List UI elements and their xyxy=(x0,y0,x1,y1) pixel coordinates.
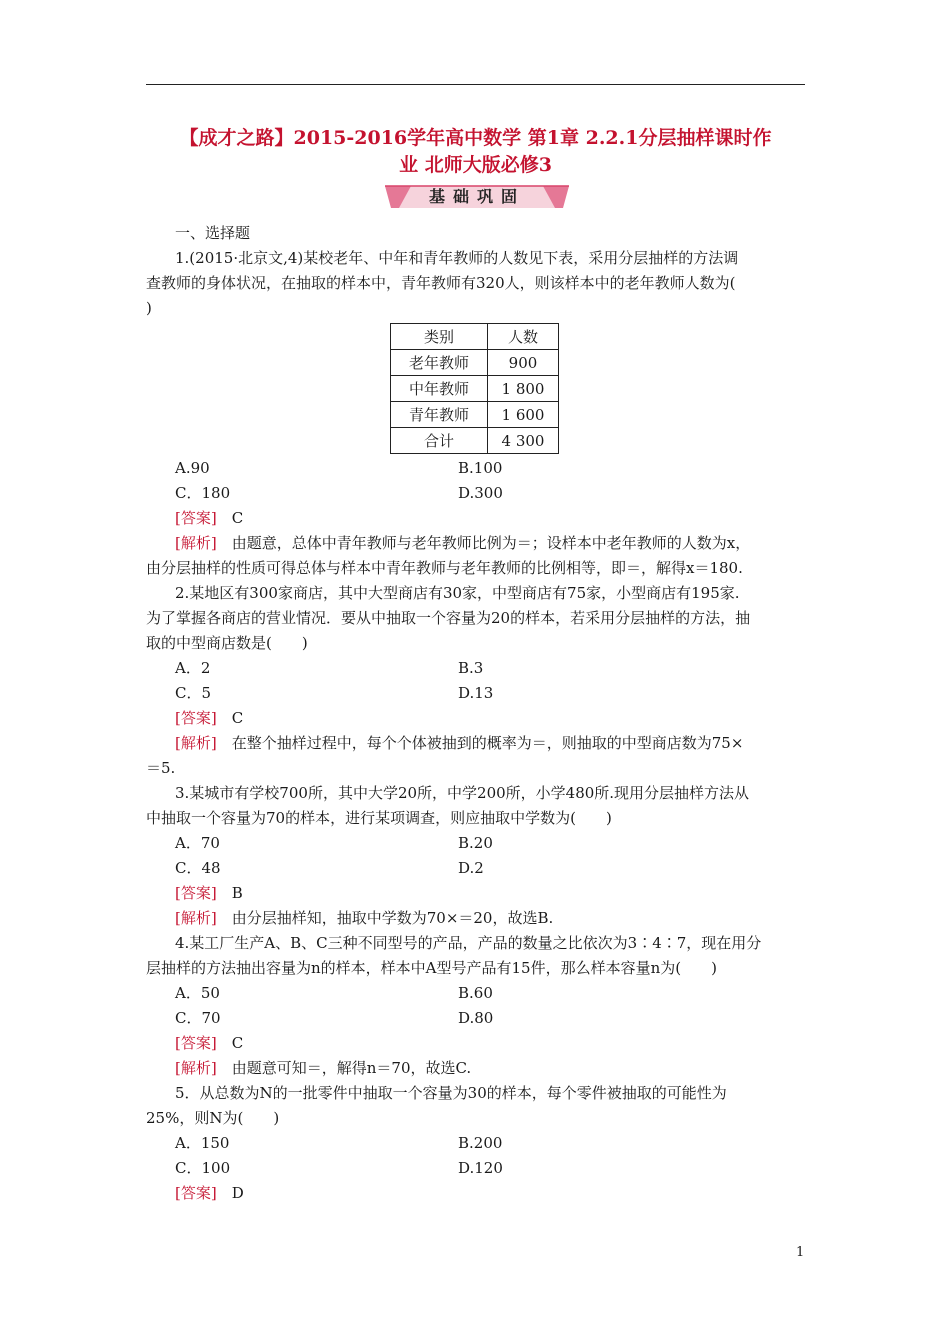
answer-value: D xyxy=(231,1184,244,1202)
section-heading: 一、选择题 xyxy=(175,224,251,242)
q4-stem-line: 4.某工厂生产A、B、C三种不同型号的产品，产品的数量之比依次为3∶4∶7，现在用分 xyxy=(175,934,762,952)
option-b: B.20 xyxy=(458,834,493,852)
title-line-2: 业 北师大版必修3 xyxy=(399,154,552,176)
option-d: D.300 xyxy=(458,484,503,502)
analysis-text: 由题意，总体中青年教师与老年教师比例为＝；设样本中老年教师的人数为x， xyxy=(231,534,751,552)
q2-options-row xyxy=(146,656,806,681)
q2-stem-line: 为了掌握各商店的营业情况．要从中抽取一个容量为20的样本，若采用分层抽样的方法，抽 xyxy=(146,609,751,627)
option-a: A．150 xyxy=(175,1134,230,1152)
option-c: C．100 xyxy=(175,1159,231,1177)
option-a: A．70 xyxy=(175,834,220,852)
analysis-text: 在整个抽样过程中，每个个体被抽到的概率为＝，则抽取的中型商店数为75× xyxy=(231,734,744,752)
option-c: C．5 xyxy=(175,684,212,702)
table-row xyxy=(391,402,559,428)
document-body xyxy=(146,221,806,1206)
analysis-tag: [解析] xyxy=(175,909,217,927)
table-header: 人数 xyxy=(488,324,559,350)
q4-answer xyxy=(146,1031,806,1056)
option-d: D.80 xyxy=(458,1009,494,1027)
answer-value: B xyxy=(231,884,243,902)
q2-stem-line: 2.某地区有300家商店，其中大型商店有30家，中型商店有75家，小型商店有195家. xyxy=(175,584,740,602)
answer-value: C xyxy=(231,1034,244,1052)
table-cell: 900 xyxy=(488,350,559,376)
title-line-1: 【成才之路】2015-2016学年高中数学 第1章 2.2.1分层抽样课时作 xyxy=(179,127,772,149)
q5-stem-line: 5．从总数为N的一批零件中抽取一个容量为30的样本，每个零件被抽取的可能性为 xyxy=(175,1084,727,1102)
answer-tag: [答案] xyxy=(175,884,217,902)
table-cell: 中年教师 xyxy=(391,376,488,402)
option-b: B.200 xyxy=(458,1134,503,1152)
q1-answer xyxy=(146,506,806,531)
table-header: 类别 xyxy=(391,324,488,350)
q2-stem-line: 取的中型商店数是( ) xyxy=(146,634,308,652)
table-row xyxy=(391,428,559,454)
option-b: B.60 xyxy=(458,984,493,1002)
q4-options-row xyxy=(146,1006,806,1031)
q5-answer xyxy=(146,1181,806,1206)
option-b: B.3 xyxy=(458,659,484,677)
q2-options-row xyxy=(146,681,806,706)
q2-analysis xyxy=(146,731,806,756)
analysis-text: 由分层抽样知，抽取中学数为70×＝20，故选B. xyxy=(231,909,554,927)
table-cell: 合计 xyxy=(391,428,488,454)
q3-analysis xyxy=(146,906,806,931)
answer-tag: [答案] xyxy=(175,509,217,527)
q1-analysis-line: 由分层抽样的性质可得总体与样本中青年教师与老年教师的比例相等，即＝，解得x＝180. xyxy=(146,559,743,577)
q5-stem-line: 25%，则N为( ) xyxy=(146,1109,280,1127)
table-header-row xyxy=(391,324,559,350)
q3-stem-line: 3.某城市有学校700所，其中大学20所，中学200所，小学480所.现用分层抽样方法从 xyxy=(175,784,750,802)
q1-table xyxy=(390,323,559,454)
analysis-text: 由题意可知＝，解得n＝70，故选C. xyxy=(231,1059,472,1077)
q1-stem-line: 查教师的身体状况，在抽取的样本中，青年教师有320人，则该样本中的老年教师人数为( xyxy=(146,274,736,292)
answer-tag: [答案] xyxy=(175,1034,217,1052)
q5-options-row xyxy=(146,1131,806,1156)
table-row xyxy=(391,376,559,402)
q3-answer xyxy=(146,881,806,906)
q5-options-row xyxy=(146,1156,806,1181)
analysis-tag: [解析] xyxy=(175,734,217,752)
q4-stem-line: 层抽样的方法抽出容量为n的样本，样本中A型号产品有15件，那么样本容量n为( ) xyxy=(146,959,717,977)
table-cell: 1 600 xyxy=(488,402,559,428)
answer-value: C xyxy=(231,509,244,527)
q3-options-row xyxy=(146,831,806,856)
option-d: D.2 xyxy=(458,859,484,877)
option-c: C．180 xyxy=(175,484,231,502)
q1-stem-line: ) xyxy=(146,299,152,317)
option-a: A.90 xyxy=(175,459,210,477)
q3-stem-line: 中抽取一个容量为70的样本，进行某项调查，则应抽取中学数为( ) xyxy=(146,809,612,827)
banner-label: 基础巩固 xyxy=(428,187,525,206)
q2-answer xyxy=(146,706,806,731)
analysis-tag: [解析] xyxy=(175,1059,217,1077)
page-number: 1 xyxy=(796,1245,805,1260)
table-row xyxy=(391,350,559,376)
option-d: D.13 xyxy=(458,684,494,702)
table-cell: 4 300 xyxy=(488,428,559,454)
q3-options-row xyxy=(146,856,806,881)
section-banner xyxy=(385,184,569,210)
option-b: B.100 xyxy=(458,459,503,477)
q4-options-row xyxy=(146,981,806,1006)
document-title xyxy=(146,125,805,179)
q1-options-row xyxy=(146,456,806,481)
option-a: A．2 xyxy=(175,659,211,677)
answer-tag: [答案] xyxy=(175,709,217,727)
q4-analysis xyxy=(146,1056,806,1081)
option-c: C．70 xyxy=(175,1009,221,1027)
q1-stem-line: 1.(2015·北京文,4)某校老年、中年和青年教师的人数见下表，采用分层抽样的方法调 xyxy=(175,249,739,267)
q1-analysis xyxy=(146,531,806,556)
header-rule xyxy=(146,84,805,85)
table-cell: 老年教师 xyxy=(391,350,488,376)
q1-options-row xyxy=(146,481,806,506)
answer-value: C xyxy=(231,709,244,727)
table-cell: 青年教师 xyxy=(391,402,488,428)
option-d: D.120 xyxy=(458,1159,503,1177)
q2-analysis-line: ＝5. xyxy=(146,759,176,777)
table-cell: 1 800 xyxy=(488,376,559,402)
option-c: C．48 xyxy=(175,859,221,877)
answer-tag: [答案] xyxy=(175,1184,217,1202)
analysis-tag: [解析] xyxy=(175,534,217,552)
option-a: A．50 xyxy=(175,984,220,1002)
